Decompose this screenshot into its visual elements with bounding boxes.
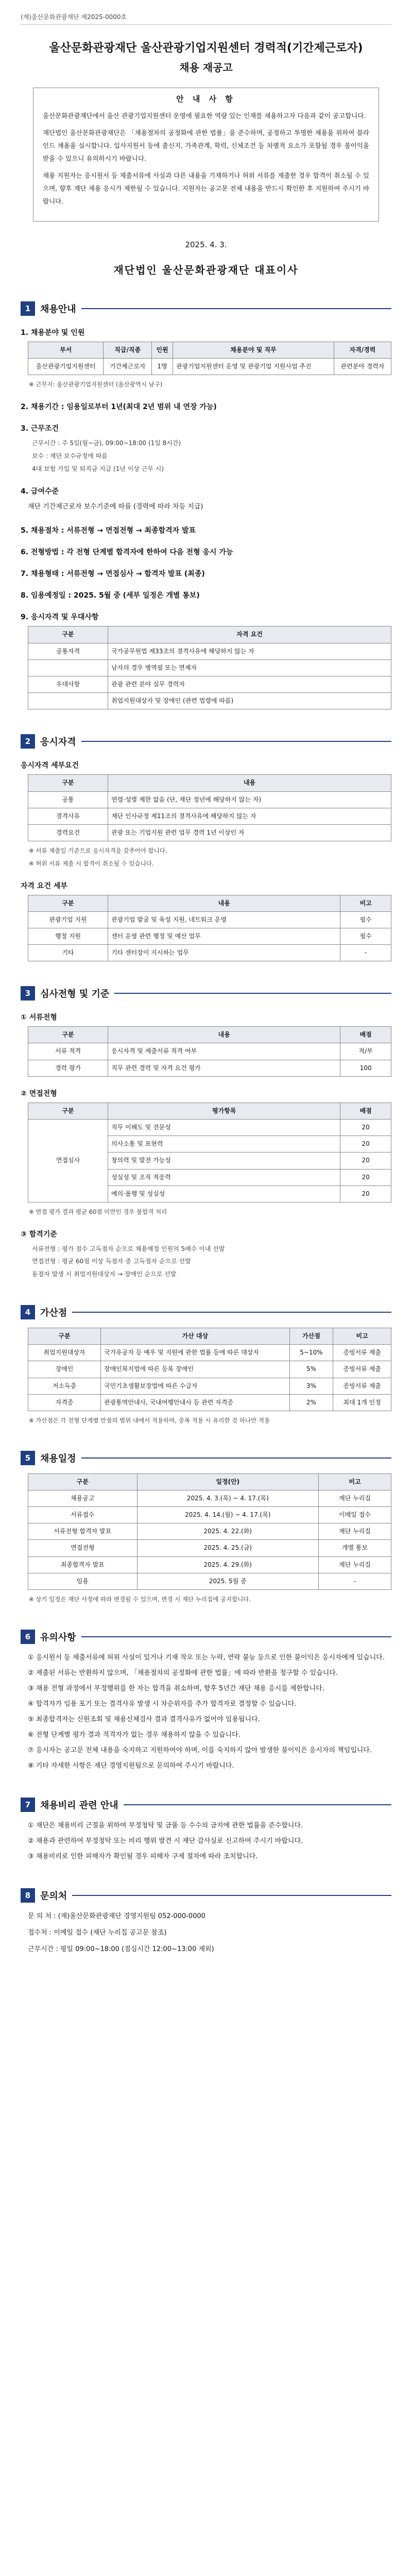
list-item: ③ 채용 전형 과정에서 부정행위를 한 자는 합격을 취소하며, 향후 5년간 재단 채용 응시를 제한합니다.: [28, 1684, 324, 1692]
subsection-title: 9. 응시자격 및 우대사항: [21, 613, 99, 622]
table-header-cell: 내용: [108, 1027, 340, 1043]
doc-header: (재)울산문화관광재단 제2025-0000호: [21, 12, 391, 25]
note: ※ 서류 제출일 기준으로 응시자격을 갖추어야 합니다.: [29, 847, 167, 855]
list-item: 동점자 발생 시 취업지원대상자 → 장애인 순으로 선발: [32, 1270, 177, 1278]
table-cell: 관광기업 지원: [28, 911, 108, 928]
doc-screening-table-wrap: [28, 1026, 391, 1077]
table-cell: 연령·성별 제한 없음 (단, 재단 정년에 해당하지 않는 자): [108, 791, 391, 808]
list-item: 보수 : 재단 보수규정에 따름: [32, 452, 108, 460]
table-cell: 관련분야 경력자: [334, 359, 391, 375]
table-row: [28, 659, 391, 676]
table-cell: 경력요건: [28, 824, 108, 841]
table-row: [28, 1060, 391, 1076]
table-row: [28, 676, 391, 693]
table-cell: 서류 적격: [28, 1043, 108, 1060]
table-cell: [28, 693, 108, 709]
list-item: ① 응시원서 등 제출서류에 허위 사실이 있거나 기재 착오 또는 누락, 연락 불능 등으로 인한 불이익은 응시자에게 있습니다.: [28, 1653, 385, 1662]
table-cell: 공통자격: [28, 643, 108, 659]
table-cell: 행정 지원: [28, 928, 108, 944]
table-cell: 관광기업 발굴 및 육성 지원, 네트워크 운영: [108, 911, 340, 928]
table-cell: 면접전형: [28, 1540, 138, 1556]
table-header-cell: 구분: [28, 1328, 101, 1345]
table-header-cell: 구분: [28, 775, 108, 791]
section-divider: [81, 1458, 391, 1459]
section-header: [21, 1305, 391, 1319]
table-cell: 우대사항: [28, 676, 108, 693]
eligibility-table: [28, 774, 391, 841]
section-number: 8: [21, 1888, 35, 1903]
duty-table: [28, 895, 391, 962]
table-cell: 취업지원대상자 및 장애인 (관련 법령에 따름): [108, 693, 391, 709]
subsection-title: ③ 합격기준: [21, 1230, 57, 1239]
section-number: 1: [21, 301, 35, 316]
table-cell: 면접심사: [28, 1120, 108, 1202]
table-header-cell: 내용: [108, 895, 340, 911]
table-cell: 2025. 4. 29.(화): [137, 1556, 319, 1573]
table-header-cell: 직급/직종: [104, 342, 152, 359]
list-item: ② 제출된 서류는 반환하지 않으며, 「채용절차의 공정화에 관한 법률」에 따라 반환을 청구할 수 있습니다.: [28, 1669, 338, 1677]
table-cell: 남자의 경우 병역필 또는 면제자: [108, 659, 391, 676]
table-cell: 기타 센터장이 지시하는 업무: [108, 945, 340, 961]
subsection-title: 5. 채용절차 : 서류전형 → 면접전형 → 최종합격자 발표: [21, 527, 196, 535]
section-header: [21, 1888, 391, 1903]
table-cell: 기타: [28, 945, 108, 961]
table-cell: 성실성 및 조직 적응력: [108, 1169, 340, 1185]
subsection-title: 3. 근무조건: [21, 425, 59, 433]
subsection-title: ① 서류전형: [21, 1013, 57, 1022]
section-number: 2: [21, 734, 35, 749]
list-item: ③ 채용비리로 인한 피해자가 확인될 경우 피해자 구제 절차에 따라 조치합니다.: [28, 1852, 258, 1860]
table-cell: 2025. 5월 중: [137, 1573, 319, 1589]
table-header-cell: 자격 요건: [108, 626, 391, 643]
table-cell: 증빙서류 제출: [333, 1345, 391, 1361]
note: ※ 상기 일정은 재단 사정에 따라 변경될 수 있으며, 변경 시 재단 누리집에 공지합니다.: [29, 1595, 251, 1603]
note: ※ 가산점은 각 전형 단계별 만점의 범위 내에서 적용하며, 중복 적용 시 유리한 것 하나만 적용: [29, 1416, 270, 1424]
table-cell: 2025. 4. 14.(월) ~ 4. 17.(목): [137, 1507, 319, 1523]
section-title: 응시자격: [40, 737, 76, 748]
section-title: 채용비리 관련 안내: [40, 1800, 118, 1811]
subsection-title: 응시자격 세부요건: [21, 761, 79, 770]
interview-table-wrap: [28, 1103, 391, 1202]
section-header: [21, 1798, 391, 1812]
section-header: [21, 1630, 391, 1644]
table-cell: 100: [340, 1060, 391, 1076]
section-title: 채용일정: [40, 1453, 76, 1464]
table-header-cell: 구분: [28, 1027, 108, 1043]
bonus-table-wrap: [28, 1328, 391, 1411]
table-row: [28, 791, 391, 808]
contact-list: [21, 1910, 391, 1956]
page-title: 울산문화관광재단 울산관광기업지원센터 경력적(기간제근로자): [49, 42, 363, 55]
table-cell: 관광 관련 분야 실무 경력자: [108, 676, 391, 693]
section-header: [21, 734, 391, 749]
section-number: 5: [21, 1451, 35, 1465]
table-cell: 20: [340, 1120, 391, 1136]
table-header-cell: 자격/경력: [334, 342, 391, 359]
table-header-cell: 평가항목: [108, 1103, 340, 1119]
table-header-cell: 내용: [108, 775, 391, 791]
table-row: [28, 808, 391, 824]
doc-screening-table: [28, 1026, 391, 1077]
list-item: ⑤ 최종합격자는 신원조회 및 채용신체검사 결과 결격사유가 없어야 임용됩니다.: [28, 1715, 260, 1723]
table-cell: 국민기초생활보장법에 따른 수급자: [101, 1378, 290, 1394]
section-header: [21, 301, 391, 316]
list-item: ⑧ 기타 자세한 사항은 재단 경영지원팀으로 문의하여 주시기 바랍니다.: [28, 1761, 234, 1770]
table-cell: 취업지원대상자: [28, 1345, 101, 1361]
section-header: [21, 1451, 391, 1465]
table-cell: 응시자격 및 제출서류 적격 여부: [108, 1043, 340, 1060]
notice-paragraph: 채용 지원자는 응시원서 등 제출서류에 사실과 다른 내용을 기재하거나 허위 서류를 제출한 경우 합격이 취소될 수 있으며, 향후 재단 채용 응시가 제한될 수 있습니다. 지원자는 공고문 전체 내용을 반드시 확인한 후 지원하여 주시기 바랍니다.: [43, 172, 369, 205]
subsection-title: 1. 채용분야 및 인원: [21, 329, 85, 337]
table-cell: 국가공무원법 제33조의 결격사유에 해당하지 않는 자: [108, 643, 391, 659]
subsection-title: 2. 채용기간 : 임용일로부터 1년(최대 2년 범위 내 연장 가능): [21, 403, 217, 412]
note: ※ 근무지: 울산관광기업지원센터 (울산광역시 남구): [29, 381, 163, 388]
table-header-cell: 비고: [340, 895, 391, 911]
contact-item: 접수처 : 이메일 접수 (재단 누리집 공고문 참조): [28, 1928, 167, 1937]
notice-box: [33, 88, 379, 222]
eligibility-table-wrap: [28, 774, 391, 841]
table-cell: 20: [340, 1169, 391, 1185]
table-header-cell: 채용분야 및 직무: [173, 342, 334, 359]
subsection-title: 자격 요건 세부: [21, 882, 67, 890]
list-item: ④ 합격자가 임용 포기 또는 결격사유 발생 시 차순위자를 추가 합격자로 결정할 수 있습니다.: [28, 1700, 297, 1708]
list-item: 서류전형 : 평가 점수 고득점자 순으로 채용예정 인원의 5배수 이내 선발: [32, 1245, 225, 1252]
table-cell: 최대 1개 인정: [333, 1394, 391, 1411]
table-cell: 필수: [340, 911, 391, 928]
section-divider: [72, 1895, 391, 1896]
table-cell: 2%: [289, 1394, 333, 1411]
table-row: [28, 1345, 391, 1361]
table-row: [28, 1361, 391, 1378]
table-cell: 기간제근로자: [104, 359, 152, 375]
table-row: [28, 1120, 391, 1136]
body-text: 재단 기간제근로자 보수기준에 따름 (경력에 따라 차등 지급): [28, 503, 203, 511]
table-header-cell: 부서: [28, 342, 104, 359]
table-row: [28, 824, 391, 841]
table-cell: 1명: [152, 359, 173, 375]
subsection-title: ② 면접전형: [21, 1089, 57, 1098]
table-cell: 2025. 4. 25.(금): [137, 1540, 319, 1556]
table-header-cell: 구분: [28, 1103, 108, 1119]
qualification-table-wrap: [28, 626, 391, 709]
table-cell: 국가유공자 등 예우 및 지원에 관한 법률 등에 따른 대상자: [101, 1345, 290, 1361]
table-cell: 자격증: [28, 1394, 101, 1411]
table-cell: 적/부: [340, 1043, 391, 1060]
table-cell: 재단 인사규정 제11조의 결격사유에 해당하지 않는 자: [108, 808, 391, 824]
list-item: ① 재단은 채용비리 근절을 위하여 부정청탁 및 금품 등 수수의 금지에 관한 법률을 준수합니다.: [28, 1821, 303, 1829]
table-row: [28, 693, 391, 709]
page-subtitle: 채용 재공고: [179, 61, 233, 74]
table-cell: 5%: [289, 1361, 333, 1378]
table-header-cell: 구분: [28, 626, 108, 643]
table-header-cell: 가산점: [289, 1328, 333, 1345]
qualification-table: [28, 626, 391, 709]
table-row: [28, 928, 391, 944]
table-cell: 센터 운영 관련 행정 및 예산 업무: [108, 928, 340, 944]
table-cell: 임용: [28, 1573, 138, 1589]
list-item: ⑥ 전형 단계별 평가 결과 적격자가 없는 경우 채용하지 않을 수 있습니다.: [28, 1731, 241, 1739]
table-cell: 증빙서류 제출: [333, 1378, 391, 1394]
section-divider: [81, 1636, 391, 1637]
table-row: [28, 1490, 391, 1506]
table-row: [28, 643, 391, 659]
notice-heading: 안 내 사 항: [176, 94, 236, 104]
table-cell: 경력 평가: [28, 1060, 108, 1076]
table-row: [28, 1540, 391, 1556]
integrity-list: [21, 1819, 391, 1863]
interview-table: [28, 1103, 391, 1202]
table-cell: 관광기업지원센터 운영 및 관광기업 지원사업 추진: [173, 359, 334, 375]
table-cell: 2025. 4. 22.(화): [137, 1523, 319, 1540]
table-header-cell: 비고: [319, 1473, 391, 1490]
section-number: 6: [21, 1630, 35, 1644]
duty-table-wrap: [28, 895, 391, 962]
table-cell: 서류접수: [28, 1507, 138, 1523]
subsection-title: 6. 전형방법 : 각 전형 단계별 합격자에 한하여 다음 전형 응시 가능: [21, 548, 233, 557]
table-cell: -: [319, 1573, 391, 1589]
table-cell: 장애인복지법에 따른 등록 장애인: [101, 1361, 290, 1378]
table-cell: 의사소통 및 표현력: [108, 1136, 340, 1153]
table-cell: 이메일 접수: [319, 1507, 391, 1523]
list-item: ⑦ 응시자는 공고문 전체 내용을 숙지하고 지원하여야 하며, 이를 숙지하지 않아 발생한 불이익은 응시자의 책임입니다.: [28, 1746, 372, 1754]
table-cell: 서류전형 합격자 발표: [28, 1523, 138, 1540]
table-row: [28, 1378, 391, 1394]
section-title: 문의처: [40, 1890, 67, 1902]
section-title: 유의사항: [40, 1632, 76, 1643]
subsection-title: 7. 채용형태 : 서류전형 → 면접심사 → 합격자 발표 (최종): [21, 570, 205, 579]
table-row: [28, 1556, 391, 1573]
table-cell: 직무 이해도 및 전문성: [108, 1120, 340, 1136]
title-block: [21, 39, 391, 74]
schedule-table-wrap: [28, 1473, 391, 1590]
table-cell: 2025. 4. 3.(목) ~ 4. 17.(목): [137, 1490, 319, 1506]
table-header-cell: 구분: [28, 895, 108, 911]
table-cell: 20: [340, 1185, 391, 1202]
recruit-table: [28, 342, 391, 375]
notice-list: [21, 1651, 391, 1773]
table-row: [28, 359, 391, 375]
table-cell: 채용공고: [28, 1490, 138, 1506]
table-cell: 장애인: [28, 1361, 101, 1378]
table-header-cell: 배점: [340, 1027, 391, 1043]
table-header-cell: 일정(안): [137, 1473, 319, 1490]
section-divider: [114, 993, 391, 994]
bonus-table: [28, 1328, 391, 1411]
section-title: 가산점: [40, 1308, 67, 1319]
list-item: 4대 보험 가입 및 퇴직금 지급 (1년 이상 근무 시): [32, 465, 164, 472]
table-cell: 20: [340, 1153, 391, 1169]
table-cell: 저소득층: [28, 1378, 101, 1394]
table-cell: 재단 누리집: [319, 1490, 391, 1506]
contact-item: 문 의 처 : (재)울산문화관광재단 경영지원팀 052-000-0000: [28, 1912, 205, 1920]
table-row: [28, 1043, 391, 1060]
table-cell: 직무 관련 경력 및 자격 요건 평가: [108, 1060, 340, 1076]
list-item: 근무시간 : 주 5일(월~금), 09:00~18:00 (1일 8시간): [32, 439, 181, 447]
table-cell: 3%: [289, 1378, 333, 1394]
table-cell: 재단 누리집: [319, 1556, 391, 1573]
table-cell: 5~10%: [289, 1345, 333, 1361]
table-cell: [28, 659, 108, 676]
note: ※ 허위 서류 제출 시 합격이 취소될 수 있습니다.: [29, 859, 154, 867]
contact-item: 근무시간 : 평일 09:00~18:00 (점심시간 12:00~13:00 제외): [28, 1945, 214, 1953]
table-row: [28, 1394, 391, 1411]
note: ※ 면접 평가 결과 평균 60점 미만인 경우 불합격 처리: [29, 1208, 167, 1215]
list-item: 면접전형 : 평균 60점 이상 득점자 중 고득점자 순으로 선발: [32, 1258, 191, 1265]
table-header-cell: 가산 대상: [101, 1328, 290, 1345]
table-cell: 증빙서류 제출: [333, 1361, 391, 1378]
table-row: [28, 945, 391, 961]
table-cell: 결격사유: [28, 808, 108, 824]
section-divider: [81, 741, 391, 742]
section-header: [21, 986, 391, 1001]
table-header-cell: 인원: [152, 342, 173, 359]
section-divider: [72, 1312, 391, 1313]
subsection-title: 4. 급여수준: [21, 487, 59, 496]
table-cell: 공통: [28, 791, 108, 808]
section-title: 심사전형 및 기준: [40, 989, 110, 1000]
table-cell: 울산관광기업지원센터: [28, 359, 104, 375]
table-header-cell: 배점: [340, 1103, 391, 1119]
table-cell: 개별 통보: [319, 1540, 391, 1556]
table-row: [28, 1573, 391, 1589]
table-header-cell: 구분: [28, 1473, 138, 1490]
announcement-date: 2025. 4. 3.: [185, 240, 227, 249]
section-divider: [124, 1804, 391, 1805]
section-number: 4: [21, 1305, 35, 1319]
recruit-table-wrap: [28, 342, 391, 375]
schedule-table: [28, 1473, 391, 1590]
section-number: 3: [21, 986, 35, 1001]
table-cell: 20: [340, 1136, 391, 1153]
table-row: [28, 1507, 391, 1523]
table-cell: 예의·품행 및 성실성: [108, 1185, 340, 1202]
table-cell: -: [340, 945, 391, 961]
section-number: 7: [21, 1798, 35, 1812]
table-cell: 최종합격자 발표: [28, 1556, 138, 1573]
table-cell: 관광통역안내사, 국내여행안내사 등 관련 자격증: [101, 1394, 290, 1411]
section-divider: [81, 308, 391, 309]
table-header-cell: 비고: [333, 1328, 391, 1345]
notice-paragraph: 울산문화관광재단에서 울산 관광기업지원센터 운영에 필요한 역량 있는 인재를 채용하고자 다음과 같이 공고합니다.: [43, 112, 366, 120]
table-cell: 창의력 및 발전 가능성: [108, 1153, 340, 1169]
list-item: ② 채용과 관련하여 부정청탁 또는 비리 행위 발견 시 재단 감사실로 신고하여 주시기 바랍니다.: [28, 1837, 303, 1845]
table-cell: 관광 또는 기업지원 관련 업무 경력 1년 이상인 자: [108, 824, 391, 841]
section-title: 채용안내: [40, 304, 76, 315]
table-row: [28, 911, 391, 928]
subsection-title: 8. 임용예정일 : 2025. 5월 중 (세부 일정은 개별 통보): [21, 591, 200, 600]
table-cell: 필수: [340, 928, 391, 944]
table-row: [28, 1523, 391, 1540]
notice-paragraph: 재단법인 울산문화관광재단은 「채용절차의 공정화에 관한 법률」을 준수하며, 공정하고 투명한 채용을 위하여 블라인드 채용을 실시합니다. 입사지원서 등에 출신지, 가족관계, 학력, 신체조건 등 차별적 요소가 포함될 경우 불이익을 받을 수 있으니 유의하시기 바랍니다.: [43, 129, 369, 162]
issuer-name: 재단법인 울산문화관광재단 대표이사: [113, 264, 299, 276]
table-cell: 재단 누리집: [319, 1523, 391, 1540]
